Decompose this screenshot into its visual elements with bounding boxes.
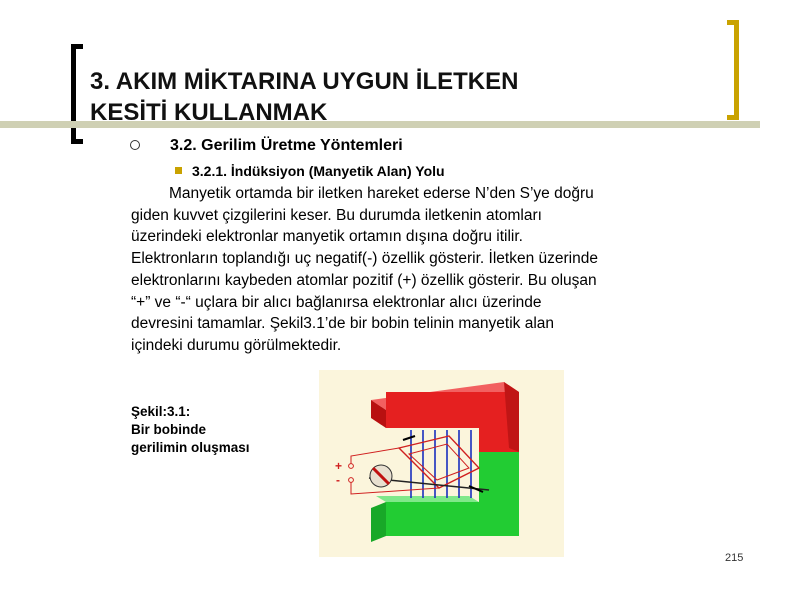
magnet-coil-illustration	[319, 370, 564, 557]
paragraph-line: üzerindeki elektronlar manyetik ortamın dışına doğru itilir.	[131, 228, 523, 246]
figure-caption	[131, 403, 250, 457]
coil-loop-inner	[409, 444, 469, 480]
square-bullet-icon	[175, 167, 182, 174]
left-bracket	[71, 44, 83, 144]
paragraph-line: devresini tamamlar. Şekil3.1’de bir bobin telinin manyetik alan	[131, 315, 555, 333]
minus-symbol: -	[336, 473, 340, 487]
plus-symbol: +	[335, 459, 343, 473]
magnet-bottom-left	[371, 502, 386, 542]
magnet-bottom-front	[386, 502, 519, 536]
slide-title	[90, 66, 690, 128]
caption-line-2: Bir bobinde	[131, 422, 206, 437]
magnet-bottom-top-face	[376, 496, 479, 502]
motion-arrow-up	[403, 436, 415, 440]
body-paragraph	[131, 183, 691, 357]
positive-terminal	[349, 464, 354, 469]
paragraph-line: elektronlarını kaybeden atomlar pozitif (+) özellik gösterir. Bu oluşan	[131, 271, 597, 289]
coil-figure	[319, 370, 564, 557]
subsection-heading: 3.2.1. İndüksiyon (Manyetik Alan) Yolu	[192, 163, 445, 179]
caption-line-1: Şekil:3.1:	[131, 404, 191, 419]
hollow-circle-bullet-icon	[130, 140, 140, 150]
paragraph-line: “+” ve “-“ uçlara bir alıcı bağlanırsa elektronlar alıcı üzerinde	[131, 293, 542, 311]
paragraph-line: içindeki durumu görülmektedir.	[131, 336, 342, 354]
paragraph-line: giden kuvvet çizgilerini keser. Bu durumda iletkenin atomları	[131, 206, 542, 224]
positive-wire	[351, 448, 399, 464]
paragraph-line: Elektronların toplandığı uç negatif(-) özellik gösterir. İletken üzerinde	[131, 250, 598, 268]
caption-line-3: gerilimin oluşması	[131, 440, 250, 455]
title-line-2: KESİTİ KULLANMAK	[90, 99, 328, 126]
title-line-1: 3. AKIM MİKTARINA UYGUN İLETKEN	[90, 68, 519, 95]
section-heading: 3.2. Gerilim Üretme Yöntemleri	[170, 137, 403, 154]
paragraph-line: Manyetik ortamda bir iletken hareket ederse N’den S’ye doğru	[169, 185, 594, 202]
right-bracket	[727, 20, 739, 120]
page-number: 215	[725, 552, 744, 564]
negative-terminal	[349, 478, 354, 483]
